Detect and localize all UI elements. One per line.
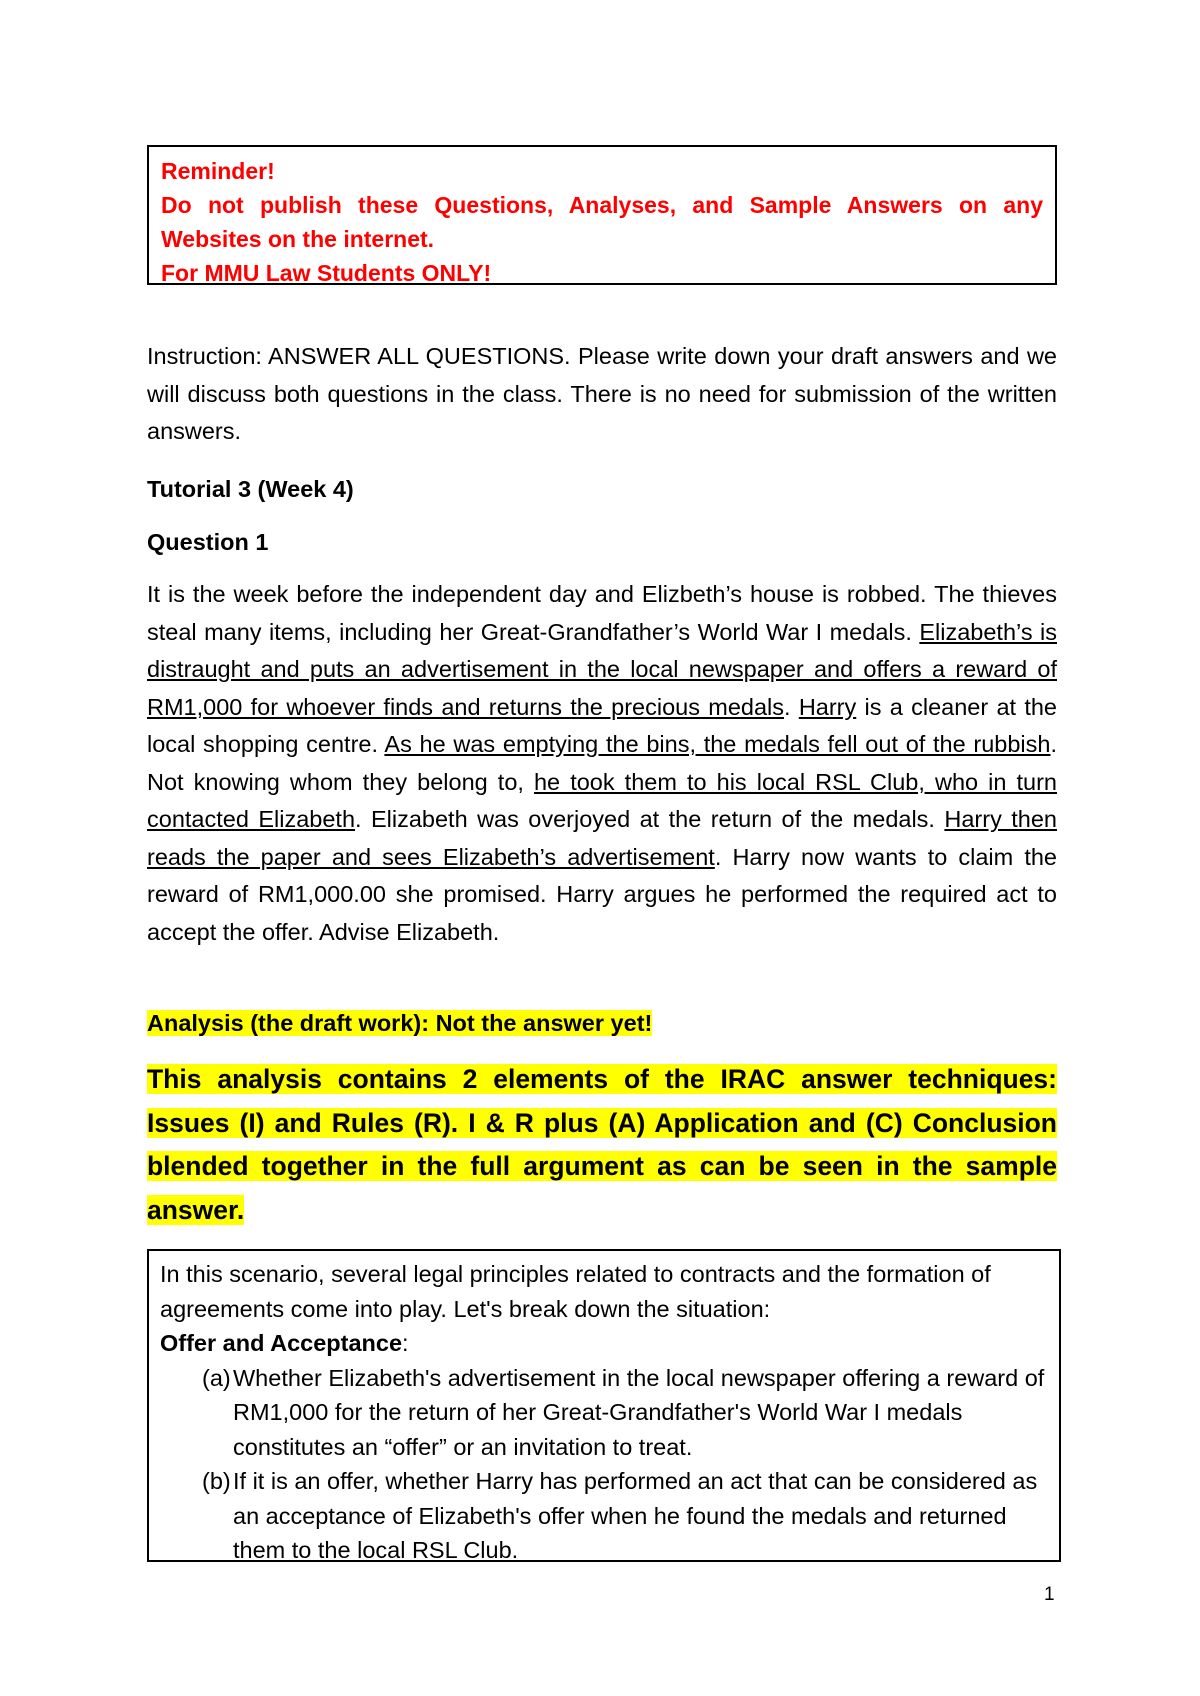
subheading-colon: : <box>402 1330 409 1356</box>
scenario-text: . Harry now wants to claim the reward of RM1,000.00 she promised. Harry argues he performed the required act to accept the offer. Advise Elizabeth. <box>147 843 1057 945</box>
reminder-warning-line: Websites on the internet. <box>161 226 435 252</box>
analysis-heading <box>147 1005 1057 1043</box>
tutorial-title: Tutorial 3 (Week 4) <box>147 476 354 502</box>
issue-label: (b) <box>202 1468 231 1494</box>
scenario-underlined-text: Elizabeth’s is distraught and puts an advertisement in the local newspaper and offers a reward of RM1,000 for whoever finds and returns the precious medals <box>147 618 1057 720</box>
analysis-heading-text: Analysis (the draft work): Not the answer yet! <box>147 1010 653 1036</box>
issue-text: If it is an offer, whether Harry has performed an act that can be considered as an acceptance of Elizabeth's offer when he found the medals and returned them to the local RSL Club. <box>233 1468 1038 1563</box>
scenario-underlined-text: As he was emptying the bins, the medals fell out of the rubbish <box>384 731 1051 757</box>
issue-label: (a) <box>202 1364 231 1391</box>
scenario-underlined-text: he took them to his local RSL Club, who in turn contacted Elizabeth <box>147 768 1057 832</box>
scenario-text: It is the week before the independent day and Elizbeth’s house is robbed. The thieves steal many items, including her Great-Grandfather’s World War I medals. <box>147 581 1057 645</box>
analysis-subheading <box>160 1326 1048 1361</box>
analysis-intro: In this scenario, several legal principles related to contracts and the formation of agreements come into play. Let's break down the situation: <box>160 1261 991 1322</box>
analysis-box <box>147 1249 1061 1562</box>
scenario-text: . <box>784 693 799 720</box>
irac-note <box>147 1058 1057 1232</box>
reminder-audience: For MMU Law Students ONLY! <box>161 260 492 286</box>
irac-note-text: This analysis contains 2 elements of the IRAC answer techniques: Issues (I) and Rules (R). I & R plus (A) Application and (C) Conclusion blended together in the full argument as can be seen in the sample answer. <box>147 1064 1057 1225</box>
scenario-paragraph <box>147 576 1057 951</box>
instruction-text: Instruction: ANSWER ALL QUESTIONS. Please write down your draft answers and we will discuss both questions in the class. There is no need for submission of the written answers. <box>147 343 1057 444</box>
offer-acceptance-heading: Offer and Acceptance <box>160 1330 403 1356</box>
scenario-text: is a cleaner at the local shopping centre. <box>147 693 1057 757</box>
scenario-underlined-text: Harry <box>798 693 857 720</box>
reminder-warning-line: Do not publish these Questions, Analyses, and Sample Answers on any <box>161 192 1043 218</box>
scenario-text: . Not knowing whom they belong to, <box>147 731 1057 795</box>
issue-item <box>160 1464 1048 1568</box>
scenario-text: . Elizabeth was overjoyed at the return of the medals. <box>355 806 945 832</box>
reminder-box <box>147 145 1057 285</box>
page-number: 1 <box>1044 1584 1055 1605</box>
question-title: Question 1 <box>147 529 269 555</box>
reminder-title: Reminder! <box>161 158 275 184</box>
scenario-underlined-text: Harry then reads the paper and sees Elizabeth’s advertisement <box>147 806 1057 870</box>
issue-text: Whether Elizabeth's advertisement in the local newspaper offering a reward of RM1,000 for the return of her Great-Grandfather's World War I medals constitutes an “offer” or an invitation to treat. <box>233 1364 1045 1460</box>
issue-item <box>160 1361 1048 1465</box>
